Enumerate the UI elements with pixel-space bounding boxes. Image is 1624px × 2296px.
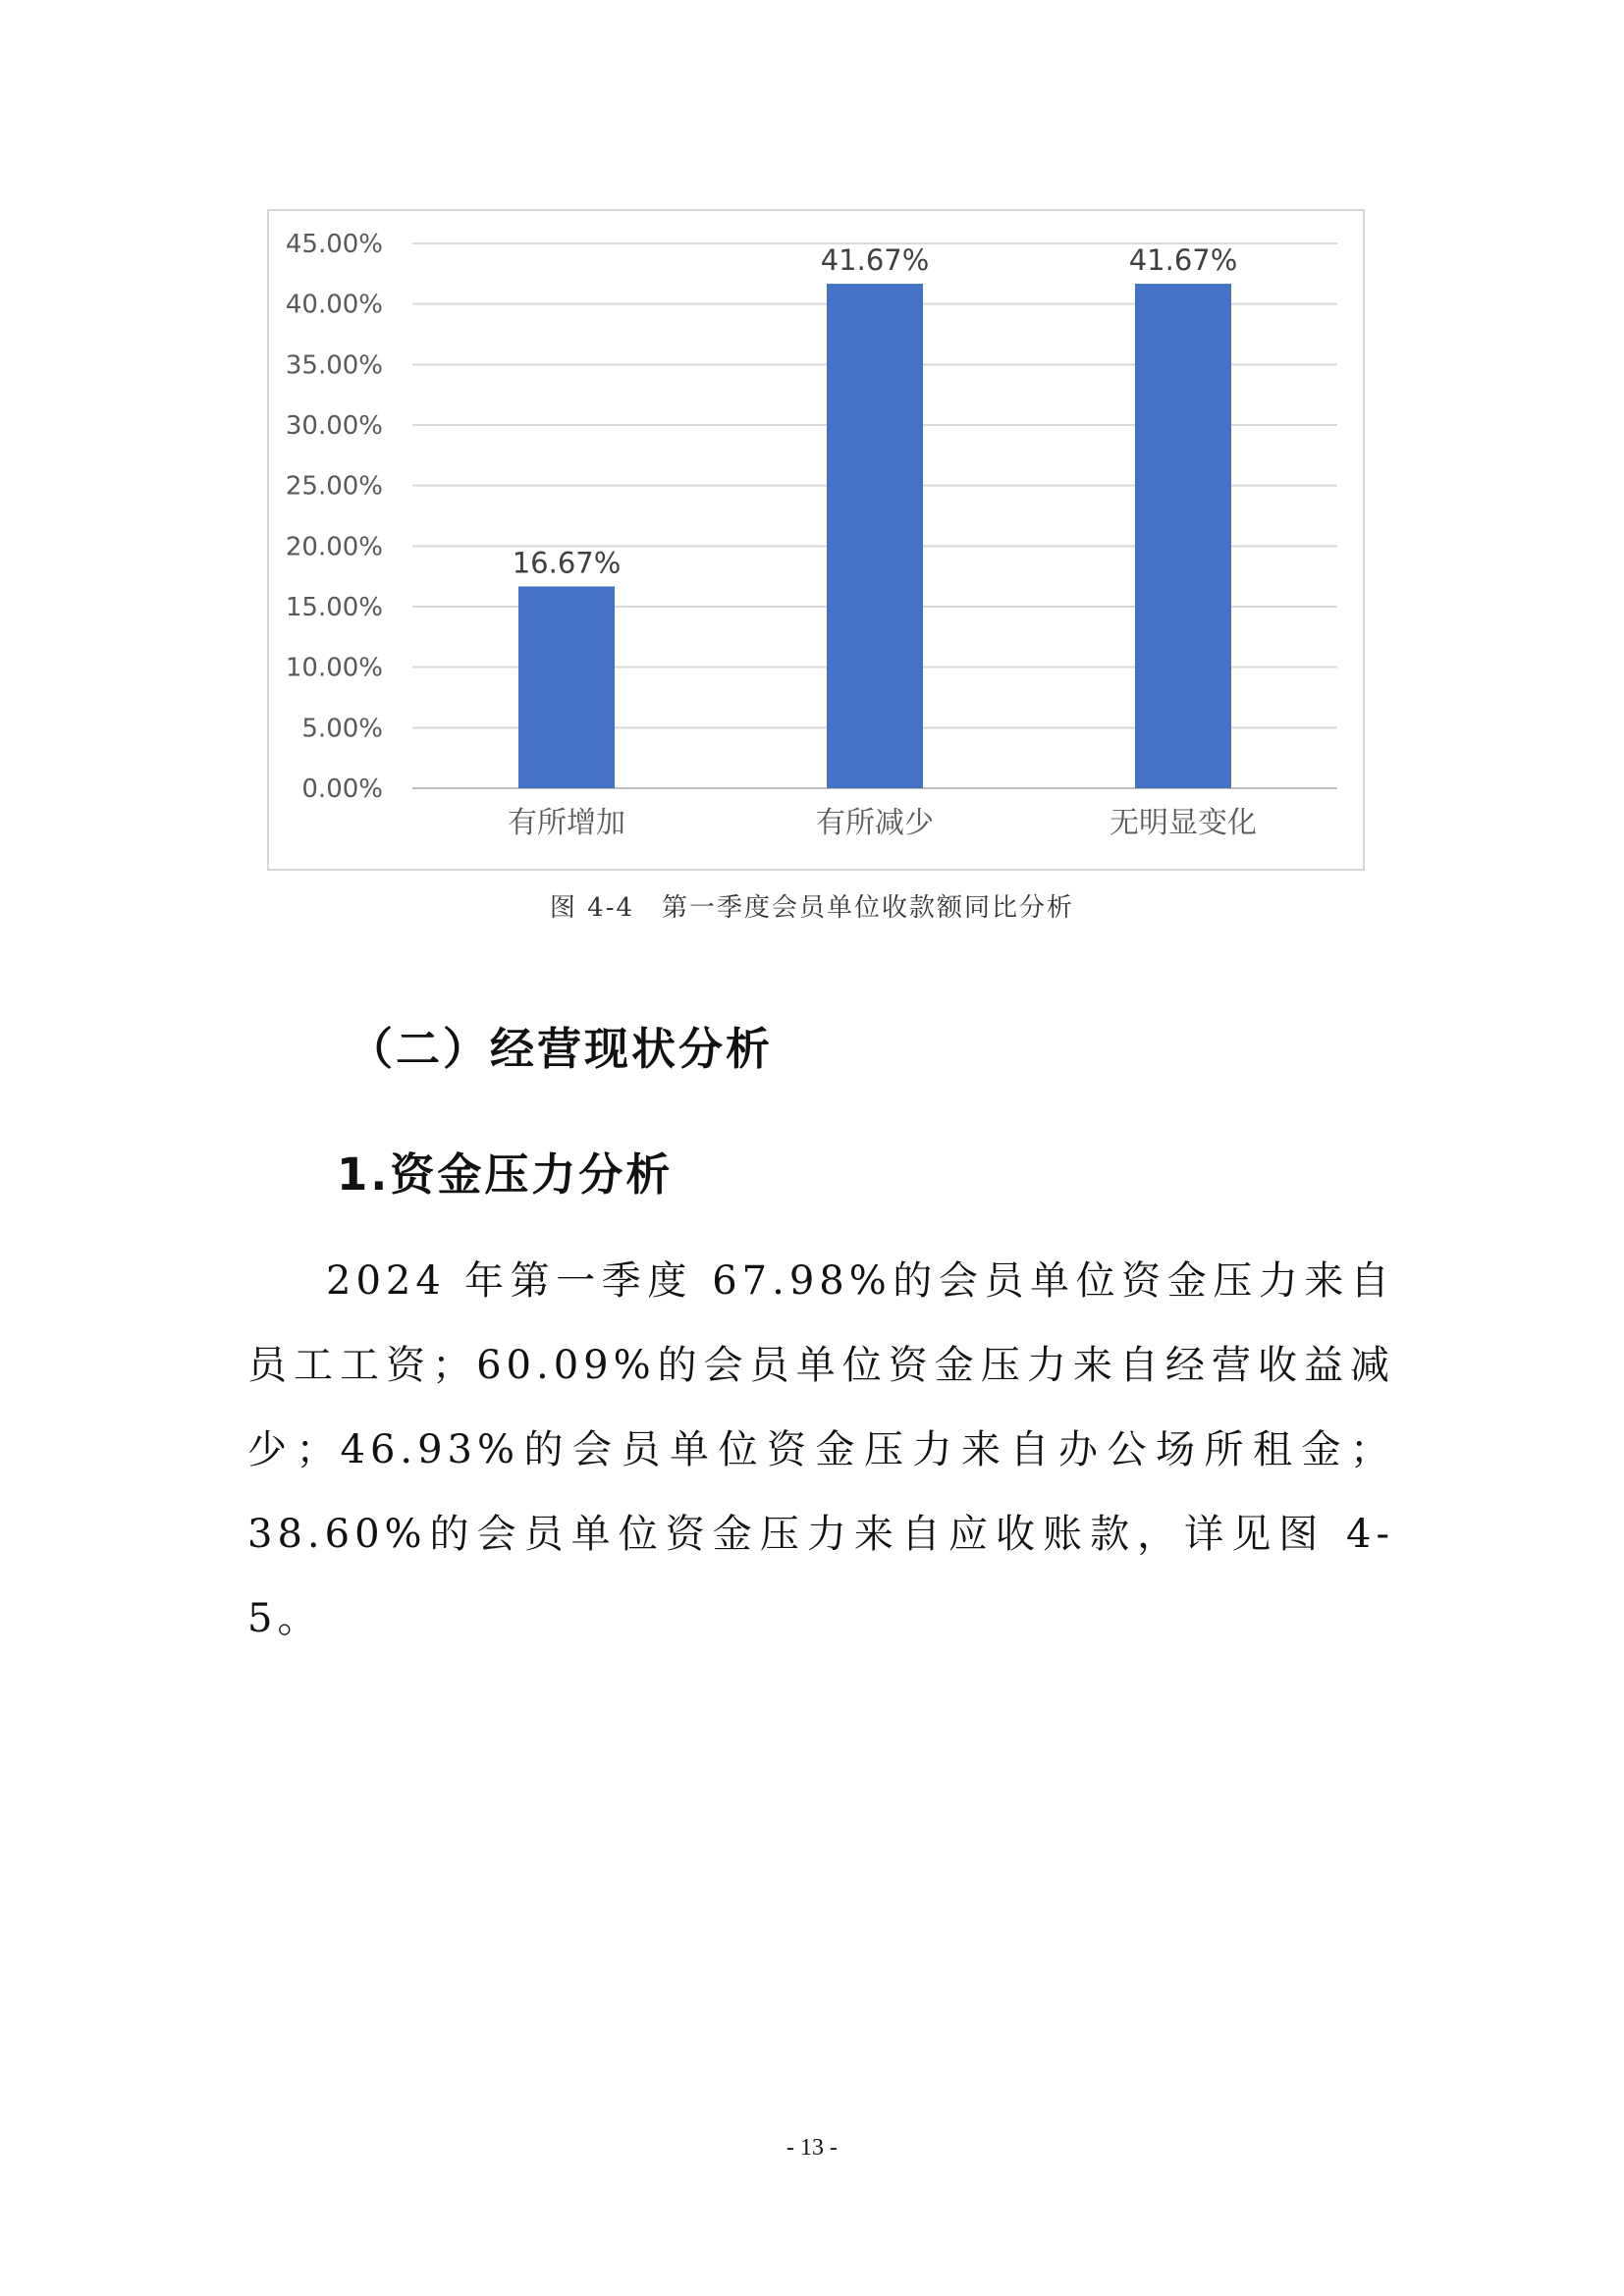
y-tick-label: 15.00% (285, 593, 383, 622)
y-tick-label: 20.00% (285, 532, 383, 562)
y-tick-label: 30.00% (285, 411, 383, 441)
x-tick-label: 有所增加 (508, 806, 625, 840)
bar (1135, 284, 1231, 788)
y-tick-label: 25.00% (285, 471, 383, 502)
chart-canvas (269, 211, 1363, 869)
data-label: 41.67% (1128, 243, 1238, 278)
y-tick-label: 45.00% (285, 230, 383, 259)
y-tick-label: 0.00% (301, 774, 383, 804)
data-label: 41.67% (820, 243, 930, 278)
data-label: 16.67% (512, 546, 622, 580)
section-heading: （二）经营现状分析 (349, 1023, 774, 1075)
bar-chart (267, 209, 1365, 871)
bar (827, 284, 923, 788)
subsection-heading: 1.资金压力分析 (337, 1148, 674, 1201)
bar (518, 586, 615, 788)
y-tick-label: 35.00% (285, 350, 383, 381)
body-paragraph: 2024 年第一季度 67.98%的会员单位资金压力来自员工工资；60.09%的会员单位资金压力来自经营收益减少；46.93%的会员单位资金压力来自办公场所租金；38.60%的会员单位资金压力来自应收账款，详见图 4-5。 (247, 1258, 1394, 1641)
y-tick-label: 40.00% (285, 290, 383, 320)
y-tick-label: 5.00% (301, 714, 383, 744)
figure-caption: 图 4-4 第一季度会员单位收款额同比分析 (549, 893, 1075, 923)
page-number: - 13 - (786, 2135, 838, 2161)
y-tick-label: 10.00% (285, 653, 383, 683)
x-tick-label: 无明显变化 (1110, 806, 1257, 840)
x-tick-label: 有所减少 (816, 806, 934, 840)
